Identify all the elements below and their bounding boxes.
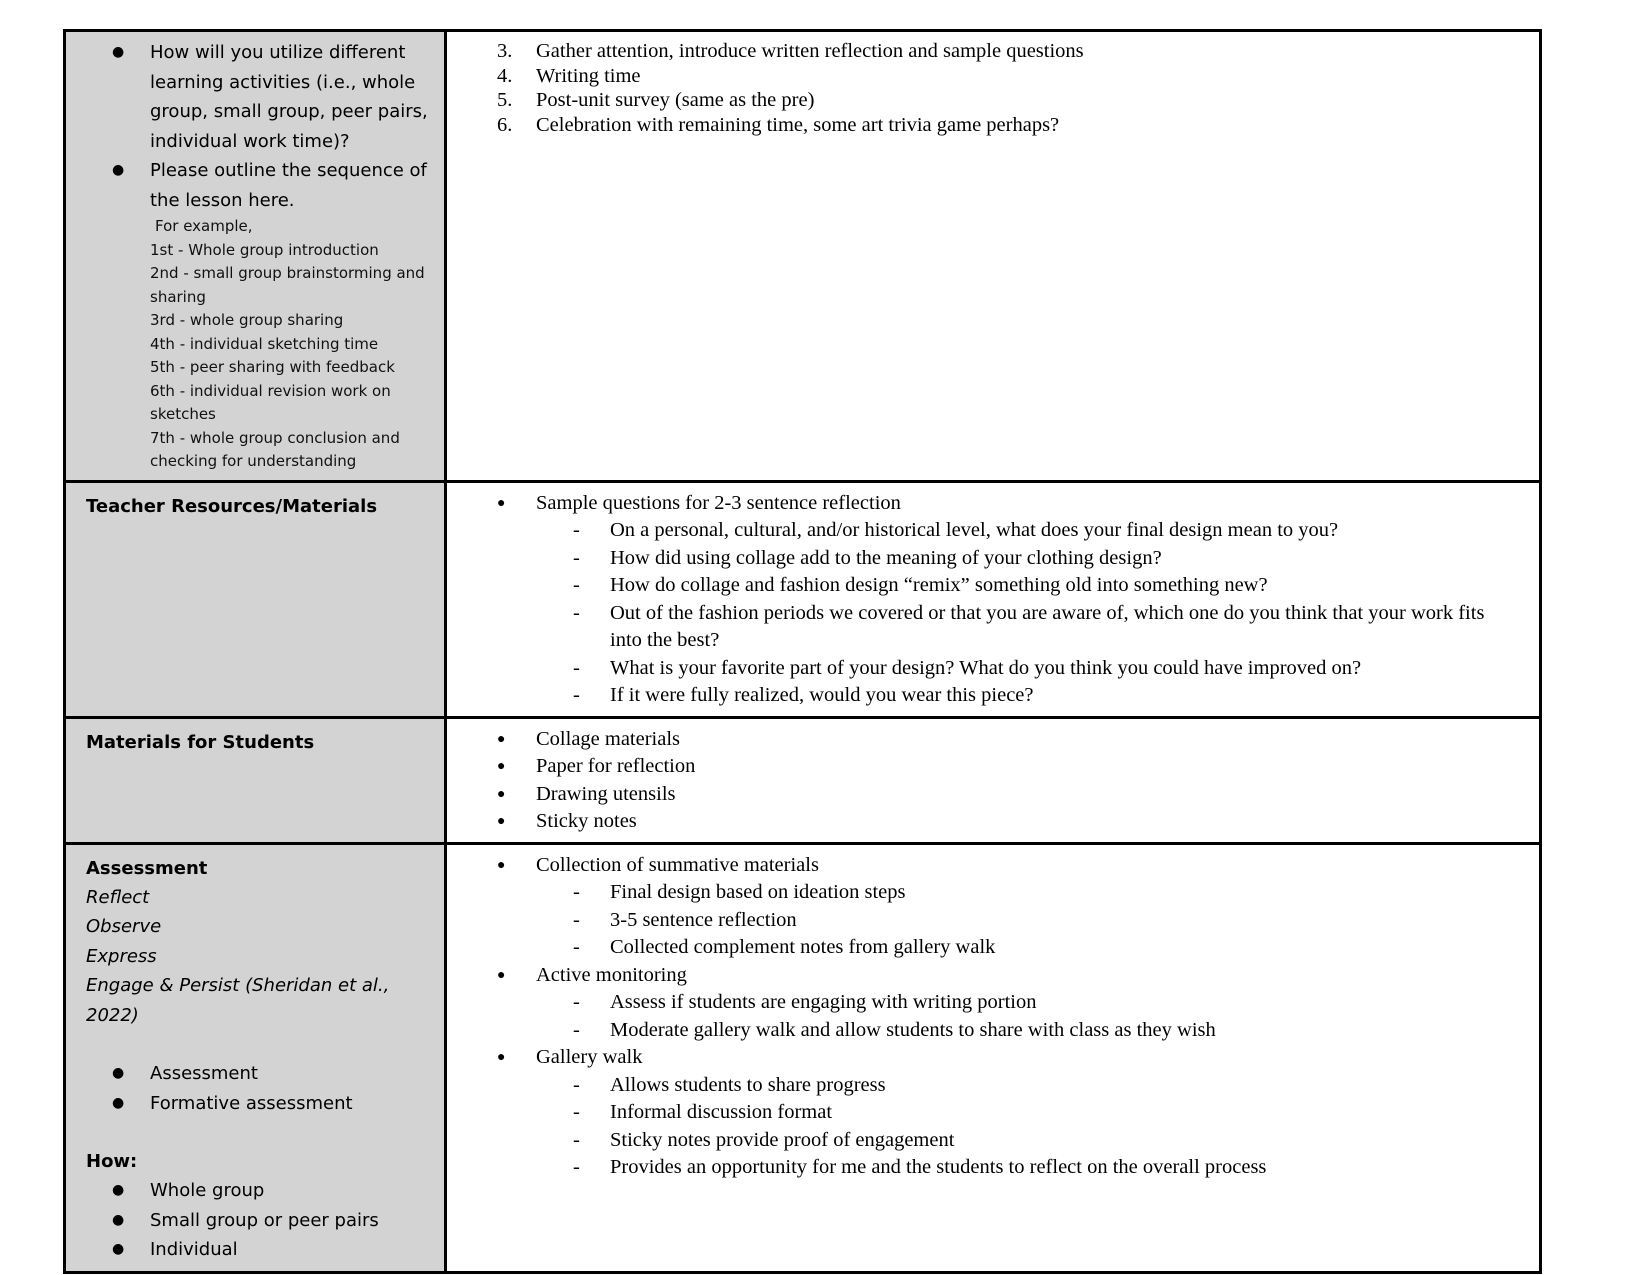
sub-item xyxy=(497,1072,1499,1100)
assessment-bullet: ● Formative assessment xyxy=(86,1089,434,1119)
sub-text: Sticky notes provide proof of engagement xyxy=(610,1128,955,1151)
row-student-materials xyxy=(65,717,1541,843)
example-line: 5th - peer sharing with feedback xyxy=(150,358,395,376)
how-bullet-list xyxy=(86,1176,434,1265)
dash-icon: - xyxy=(573,1156,580,1178)
cell-student-materials xyxy=(446,717,1541,843)
prompt-bullet: ● Please outline the sequence of the lesson here. xyxy=(86,156,434,215)
row-teacher-resources xyxy=(65,481,1541,717)
assessment-bullet: ● Assessment xyxy=(86,1059,434,1089)
step-number: 5. xyxy=(497,89,513,111)
cell-student-materials-label xyxy=(65,717,446,843)
example-line: 4th - individual sketching time xyxy=(150,334,379,353)
question-item xyxy=(497,655,1499,683)
list-item xyxy=(497,1044,1499,1182)
step-number: 4. xyxy=(497,64,513,87)
assessment-italic-line: Observe xyxy=(86,916,162,937)
section-heading: Materials for Students xyxy=(86,731,315,753)
item-text: Drawing utensils xyxy=(536,782,676,805)
question-item xyxy=(497,572,1499,600)
question-text: What is your favorite part of your design? What do you think you could have improved on? xyxy=(610,656,1362,679)
question-text: If it were fully realized, would you wear this piece? xyxy=(610,684,1034,706)
cell-assessment xyxy=(446,843,1541,1272)
sub-item xyxy=(497,879,1499,907)
bullet-icon: ● xyxy=(497,786,506,802)
cell-assessment-label xyxy=(65,843,446,1272)
sub-item xyxy=(497,989,1499,1017)
assessment-italic-line: Engage & Persist (Sheridan et al., 2022) xyxy=(86,975,390,1026)
cell-sequence-prompt xyxy=(65,31,446,482)
sub-text: Informal discussion format xyxy=(610,1101,833,1123)
dash-icon: - xyxy=(573,936,580,958)
dash-icon: - xyxy=(573,1101,580,1123)
steps-list xyxy=(497,39,1499,137)
item-text: Collage materials xyxy=(536,727,681,750)
list-item xyxy=(497,490,1499,710)
question-item xyxy=(497,600,1499,655)
assessment-list xyxy=(497,852,1499,1182)
assessment-italic-line: Reflect xyxy=(86,886,150,908)
question-text: On a personal, cultural, and/or historical level, what does your final design mean to you? xyxy=(610,519,1339,541)
example-line: 1st - Whole group introduction xyxy=(150,240,379,259)
lesson-plan-table xyxy=(63,29,1542,1274)
step-text: Post-unit survey (same as the pre) xyxy=(536,89,815,111)
question-text: How do collage and fashion design “remix” something old into something new? xyxy=(610,574,1268,596)
sub-item xyxy=(497,934,1499,962)
question-text: How did using collage add to the meaning of your clothing design? xyxy=(610,546,1162,569)
example-sequence xyxy=(86,215,434,474)
assessment-italic-line: Express xyxy=(86,945,157,967)
example-line: 2nd - small group brainstorming and sharing xyxy=(150,264,425,306)
row-assessment xyxy=(65,843,1541,1272)
sub-text: 3-5 sentence reflection xyxy=(610,908,797,931)
item-text: Collection of summative materials xyxy=(536,853,819,876)
example-line: 6th - individual revision work on sketches xyxy=(150,381,391,423)
bullet-icon: ● xyxy=(497,1050,506,1065)
list-item xyxy=(497,962,1499,1045)
sub-text: Moderate gallery walk and allow students to share with class as they wish xyxy=(610,1018,1216,1041)
assessment-bullet-list xyxy=(86,1059,434,1118)
dash-icon: - xyxy=(573,1073,580,1096)
bullet-icon: ● xyxy=(497,857,506,873)
dash-icon: - xyxy=(573,1128,580,1151)
dash-icon: - xyxy=(573,519,580,541)
bullet-icon: ● xyxy=(497,814,506,829)
bullet-icon: ● xyxy=(497,731,506,747)
list-item xyxy=(497,808,1499,836)
how-bullet: ● Small group or peer pairs xyxy=(86,1206,434,1236)
list-item xyxy=(497,726,1499,754)
step-item xyxy=(497,64,1499,89)
item-text: Paper for reflection xyxy=(536,755,696,777)
item-text: Active monitoring xyxy=(536,963,687,986)
resources-list xyxy=(497,490,1499,710)
sub-text: Final design based on ideation steps xyxy=(610,881,906,903)
step-item xyxy=(497,39,1499,64)
sub-text: Assess if students are engaging with writing portion xyxy=(610,991,1037,1013)
dash-icon: - xyxy=(573,684,580,706)
item-text: Gallery walk xyxy=(536,1046,643,1068)
row-lesson-sequence xyxy=(65,31,1541,482)
step-text: Gather attention, introduce written reflection and sample questions xyxy=(536,40,1084,62)
sub-list xyxy=(536,1072,1499,1182)
sub-text: Allows students to share progress xyxy=(610,1073,886,1096)
dash-icon: - xyxy=(573,656,580,679)
step-number: 6. xyxy=(497,113,513,136)
dash-icon: - xyxy=(573,546,580,569)
materials-list xyxy=(497,726,1499,836)
prompt-bullet-list xyxy=(86,38,434,215)
item-text: Sample questions for 2-3 sentence reflection xyxy=(536,491,901,514)
step-number: 3. xyxy=(497,40,513,62)
section-heading: Teacher Resources/Materials xyxy=(86,495,378,517)
sub-item xyxy=(497,1154,1499,1182)
cell-sequence-steps xyxy=(446,31,1541,482)
questions-list xyxy=(536,517,1499,710)
sub-item xyxy=(497,1127,1499,1155)
sub-item xyxy=(497,1099,1499,1127)
question-item xyxy=(497,545,1499,573)
sub-text: Provides an opportunity for me and the students to reflect on the overall process xyxy=(610,1156,1267,1178)
sub-item xyxy=(497,907,1499,935)
sub-text: Collected complement notes from gallery walk xyxy=(610,936,996,958)
list-item xyxy=(497,753,1499,781)
prompt-bullet: ● How will you utilize different learning activities (i.e., whole group, small group, peer pairs, individual work time)? xyxy=(86,38,434,156)
bullet-icon: ● xyxy=(497,967,506,983)
dash-icon: - xyxy=(573,601,580,624)
step-item xyxy=(497,113,1499,138)
dash-icon: - xyxy=(573,991,580,1013)
dash-icon: - xyxy=(573,574,580,596)
how-bullet: ● Whole group xyxy=(86,1176,434,1206)
section-heading: Assessment xyxy=(86,857,208,879)
dash-icon: - xyxy=(573,908,580,931)
how-heading: How: xyxy=(86,1151,138,1172)
example-lead: For example, xyxy=(155,217,253,235)
dash-icon: - xyxy=(573,881,580,903)
item-text: Sticky notes xyxy=(536,810,637,832)
cell-teacher-resources-label xyxy=(65,481,446,717)
how-bullet: ● Individual xyxy=(86,1235,434,1265)
step-text: Celebration with remaining time, some art trivia game perhaps? xyxy=(536,113,1060,136)
cell-teacher-resources xyxy=(446,481,1541,717)
question-item xyxy=(497,517,1499,545)
example-line: 3rd - whole group sharing xyxy=(150,311,344,329)
sub-list xyxy=(536,989,1499,1044)
bullet-icon: ● xyxy=(497,495,506,511)
question-text: Out of the fashion periods we covered or that you are aware of, which one do you think that your work fits into the best? xyxy=(610,601,1485,651)
sub-list xyxy=(536,879,1499,962)
step-text: Writing time xyxy=(536,64,641,87)
sub-item xyxy=(497,1017,1499,1045)
step-item xyxy=(497,88,1499,113)
question-item xyxy=(497,682,1499,710)
list-item xyxy=(497,781,1499,809)
bullet-icon: ● xyxy=(497,759,506,774)
list-item xyxy=(497,852,1499,962)
dash-icon: - xyxy=(573,1018,580,1041)
example-line: 7th - whole group conclusion and checking for understanding xyxy=(150,428,400,470)
